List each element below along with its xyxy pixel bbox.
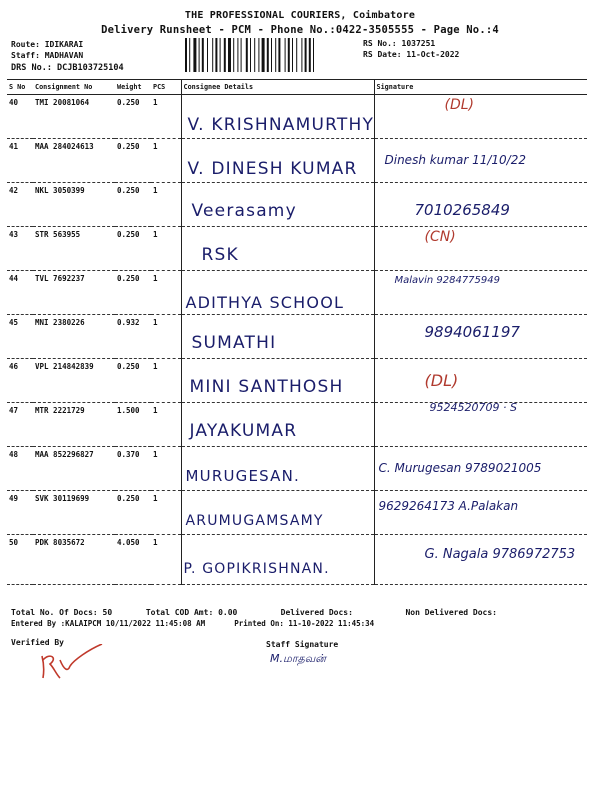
row-sno: 41 xyxy=(7,139,33,183)
table-row xyxy=(7,491,587,535)
total-cod: Total COD Amt: 0.00 xyxy=(145,608,238,617)
signature-handwriting: (CN) xyxy=(424,229,456,245)
row-sno: 40 xyxy=(7,95,33,139)
row-consignee xyxy=(181,491,374,535)
col-pcs: PCS xyxy=(151,80,181,95)
table-row xyxy=(7,227,587,271)
table-row xyxy=(7,403,587,447)
col-consignee: Consignee Details xyxy=(181,80,374,95)
row-consignment: TVL 7692237 xyxy=(33,271,115,315)
company-name: THE PROFESSIONAL COURIERS, Coimbatore xyxy=(184,10,416,21)
col-signature: Signature xyxy=(374,80,587,95)
row-signature xyxy=(374,491,587,535)
signature-handwriting: (DL) xyxy=(424,371,459,390)
consignee-handwriting: MURUGESAN. xyxy=(185,467,300,485)
consignee-handwriting: MINI SANTHOSH xyxy=(189,377,344,397)
route-label: Route: IDIKARAI xyxy=(11,40,84,49)
row-pcs: 1 xyxy=(151,95,181,139)
signature-handwriting: Malavin 9284775949 xyxy=(394,275,500,286)
row-sno: 47 xyxy=(7,403,33,447)
row-weight: 0.250 xyxy=(115,95,151,139)
col-weight: Weight xyxy=(115,80,151,95)
consignee-handwriting: V. KRISHNAMURTHY xyxy=(187,115,374,135)
row-signature xyxy=(374,535,587,585)
runsheet-title: Delivery Runsheet - PCM - Phone No.:0422-3505555 - Page No.:4 xyxy=(101,24,499,36)
row-signature xyxy=(374,183,587,227)
barcode xyxy=(185,38,357,72)
table-row xyxy=(7,271,587,315)
printed-on: Printed On: 11-10-2022 11:45:34 xyxy=(234,619,375,628)
row-pcs: 1 xyxy=(151,227,181,271)
row-signature xyxy=(374,447,587,491)
rs-number: RS No.: 1037251 xyxy=(363,39,436,48)
signature-handwriting: Dinesh kumar 11/10/22 xyxy=(384,153,526,167)
consignee-handwriting: P. GOPIKRISHNAN. xyxy=(183,561,330,577)
row-pcs: 1 xyxy=(151,403,181,447)
staff-label: Staff: MADHAVAN xyxy=(11,51,84,60)
table-row xyxy=(7,447,587,491)
rs-date: RS Date: 11-Oct-2022 xyxy=(363,50,460,59)
consignee-handwriting: JAYAKUMAR xyxy=(189,421,298,441)
table-row xyxy=(7,183,587,227)
row-pcs: 1 xyxy=(151,491,181,535)
table-row xyxy=(7,535,587,585)
row-consignment: MAA 852296827 xyxy=(33,447,115,491)
table-row xyxy=(7,359,587,403)
row-consignee xyxy=(181,227,374,271)
table-row xyxy=(7,315,587,359)
row-sno: 45 xyxy=(7,315,33,359)
row-signature xyxy=(374,95,587,139)
row-sno: 48 xyxy=(7,447,33,491)
non-delivered-docs: Non Delivered Docs: xyxy=(405,608,497,617)
row-consignment: MNI 2380226 xyxy=(33,315,115,359)
row-consignment: MAA 284024613 xyxy=(33,139,115,183)
signature-handwriting: G. Nagala 9786972753 xyxy=(424,547,576,562)
row-consignee xyxy=(181,271,374,315)
total-docs: Total No. Of Docs: 50 xyxy=(11,608,113,617)
signature-handwriting: 7010265849 xyxy=(414,201,510,219)
row-pcs: 1 xyxy=(151,139,181,183)
row-consignment: STR 563955 xyxy=(33,227,115,271)
row-signature xyxy=(374,359,587,403)
signature-handwriting: 9524520709 · S xyxy=(429,402,517,414)
row-pcs: 1 xyxy=(151,359,181,403)
row-pcs: 1 xyxy=(151,315,181,359)
row-weight: 0.250 xyxy=(115,491,151,535)
consignee-handwriting: ADITHYA SCHOOL xyxy=(185,293,345,312)
row-pcs: 1 xyxy=(151,535,181,585)
row-signature xyxy=(374,227,587,271)
staff-signature-label: Staff Signature xyxy=(266,640,339,649)
delivered-docs: Delivered Docs: xyxy=(280,608,353,617)
consignee-handwriting: RSK xyxy=(201,245,239,265)
row-consignee xyxy=(181,95,374,139)
row-consignee xyxy=(181,359,374,403)
signature-handwriting: 9629264173 A.Palakan xyxy=(378,499,519,513)
staff-signature-handwriting: M.மாதவன் xyxy=(270,652,326,665)
runsheet-table xyxy=(7,79,587,585)
consignee-handwriting: V. DINESH KUMAR xyxy=(187,159,358,179)
row-weight: 0.250 xyxy=(115,183,151,227)
verified-by-label: Verified By xyxy=(11,638,64,647)
signature-handwriting: C. Murugesan 9789021005 xyxy=(378,461,542,475)
row-signature xyxy=(374,271,587,315)
table-row xyxy=(7,139,587,183)
signature-handwriting: (DL) xyxy=(444,97,475,113)
entry-line xyxy=(11,619,374,628)
row-signature xyxy=(374,139,587,183)
consignee-handwriting: SUMATHI xyxy=(191,333,277,353)
row-weight: 0.932 xyxy=(115,315,151,359)
row-sno: 50 xyxy=(7,535,33,585)
row-consignment: SVK 30119699 xyxy=(33,491,115,535)
col-consignment: Consignment No xyxy=(33,80,115,95)
row-consignment: VPL 214842839 xyxy=(33,359,115,403)
row-consignee xyxy=(181,139,374,183)
verifier-signature-mark xyxy=(30,644,110,684)
row-consignment: PDK 8035672 xyxy=(33,535,115,585)
consignee-handwriting: ARUMUGAMSAMY xyxy=(185,513,324,529)
totals-line xyxy=(11,608,497,617)
entered-by: Entered By :KALAIPCM 10/11/2022 11:45:08 AM xyxy=(11,619,206,628)
row-consignee xyxy=(181,447,374,491)
row-sno: 42 xyxy=(7,183,33,227)
row-consignee xyxy=(181,183,374,227)
table-header-row xyxy=(7,80,587,95)
row-weight: 0.370 xyxy=(115,447,151,491)
row-weight: 0.250 xyxy=(115,359,151,403)
row-sno: 46 xyxy=(7,359,33,403)
row-pcs: 1 xyxy=(151,271,181,315)
row-pcs: 1 xyxy=(151,447,181,491)
col-sno: S No xyxy=(7,80,33,95)
row-weight: 1.500 xyxy=(115,403,151,447)
row-consignee xyxy=(181,535,374,585)
row-weight: 0.250 xyxy=(115,139,151,183)
row-weight: 0.250 xyxy=(115,271,151,315)
row-consignment: NKL 3050399 xyxy=(33,183,115,227)
row-sno: 49 xyxy=(7,491,33,535)
row-signature xyxy=(374,403,587,447)
row-consignment: MTR 2221729 xyxy=(33,403,115,447)
row-consignee xyxy=(181,403,374,447)
row-sno: 44 xyxy=(7,271,33,315)
table-row xyxy=(7,95,587,139)
row-weight: 4.050 xyxy=(115,535,151,585)
row-consignee xyxy=(181,315,374,359)
consignee-handwriting: Veerasamy xyxy=(191,201,297,221)
row-weight: 0.250 xyxy=(115,227,151,271)
drs-number: DRS No.: DCJB103725104 xyxy=(11,63,124,73)
signature-handwriting: 9894061197 xyxy=(424,323,520,341)
row-signature xyxy=(374,315,587,359)
row-consignment: TMI 20081064 xyxy=(33,95,115,139)
row-pcs: 1 xyxy=(151,183,181,227)
row-sno: 43 xyxy=(7,227,33,271)
